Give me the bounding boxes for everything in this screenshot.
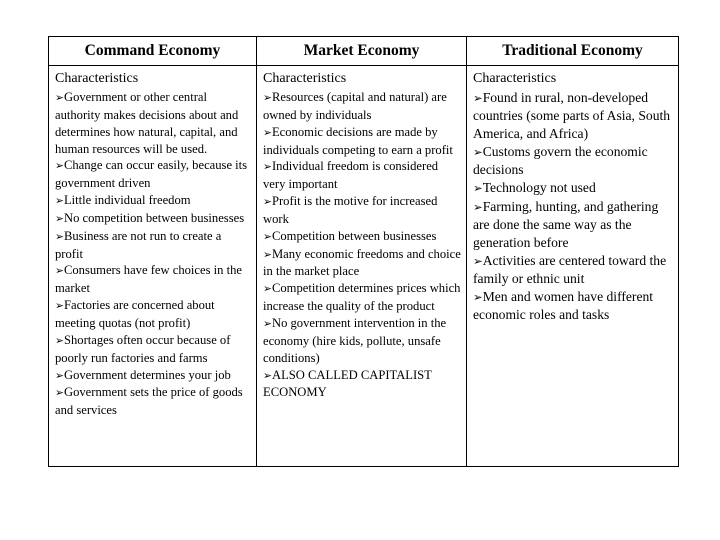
arrow-bullet-icon: ➢ [263,316,272,330]
arrow-bullet-icon: ➢ [473,290,483,305]
characteristic-item [55,192,251,210]
command-economy-header: Command Economy [49,37,257,66]
characteristic-text: Government determines your job [63,367,231,382]
characteristic-item [473,89,673,143]
header-row [49,37,679,66]
characteristic-text: Individual freedom is considered very important [263,159,439,192]
characteristic-text: Factories are concerned about meeting quotas (not profit) [55,298,215,330]
characteristic-item [55,262,251,297]
characteristic-item [55,332,251,367]
characteristic-item [55,89,251,157]
arrow-bullet-icon: ➢ [473,145,483,160]
characteristic-item [263,124,461,159]
characteristic-text: Competition determines prices which increase the quality of the product [263,281,461,314]
characteristic-text: Activities are centered toward the family or ethnic unit [473,252,667,286]
arrow-bullet-icon: ➢ [55,299,64,313]
economy-comparison-table [48,36,679,467]
characteristic-item [473,288,673,324]
arrow-bullet-icon: ➢ [263,229,272,243]
arrow-bullet-icon: ➢ [55,264,64,278]
characteristic-text: No competition between businesses [63,210,245,225]
arrow-bullet-icon: ➢ [55,159,64,173]
arrow-bullet-icon: ➢ [473,91,483,105]
arrow-bullet-icon: ➢ [263,91,272,104]
characteristic-item [263,193,461,228]
characteristic-item [263,158,461,193]
characteristic-text: Technology not used [482,180,596,196]
characteristic-item [473,179,673,197]
characteristics-heading: Characteristics [473,71,557,86]
characteristic-item [263,246,461,281]
command-characteristics-list [55,89,251,419]
characteristic-item [473,252,673,288]
characteristic-item [55,210,251,228]
characteristic-item [263,89,461,124]
traditional-characteristics-list [473,89,673,324]
command-economy-cell [49,66,257,467]
arrow-bullet-icon: ➢ [263,125,272,139]
market-characteristics-list [263,89,461,401]
arrow-bullet-icon: ➢ [55,194,64,208]
arrow-bullet-icon: ➢ [263,195,272,209]
arrow-bullet-icon: ➢ [55,211,64,225]
characteristics-row [49,66,679,467]
arrow-bullet-icon: ➢ [263,247,272,261]
characteristic-item [263,367,461,402]
market-economy-header: Market Economy [257,37,467,66]
characteristic-item [263,280,461,315]
arrow-bullet-icon: ➢ [55,386,64,400]
characteristic-item [263,315,461,367]
characteristic-item [473,198,673,252]
characteristic-text: Government sets the price of goods and services [55,385,243,418]
characteristic-item [55,228,251,263]
characteristic-text: Found in rural, non-developed countries (some parts of Asia, South America, and Africa) [473,90,671,142]
arrow-bullet-icon: ➢ [263,282,272,296]
characteristic-text: Competition between businesses [271,228,437,243]
arrow-bullet-icon: ➢ [473,253,483,268]
characteristic-text: Farming, hunting, and gathering are done the same way as the generation before [473,198,659,250]
arrow-bullet-icon: ➢ [55,333,64,347]
characteristic-text: No government intervention in the economy (hire kids, pollute, unsafe conditions) [263,315,447,365]
characteristic-text: Change can occur easily, because its government driven [55,158,248,191]
arrow-bullet-icon: ➢ [263,160,272,174]
characteristic-text: Shortages often occur because of poorly run factories and farms [55,332,231,365]
characteristic-text: Resources (capital and natural) are owned by individuals [263,90,447,122]
characteristic-text: Business are not run to create a profit [55,228,222,261]
characteristic-text: Customs govern the economic decisions [473,144,648,178]
arrow-bullet-icon: ➢ [55,229,64,243]
characteristic-text: ALSO CALLED CAPITALIST ECONOMY [263,367,432,400]
characteristic-text: Men and women have different economic roles and tasks [473,289,654,323]
characteristic-item [55,297,251,332]
characteristic-text: Economic decisions are made by individuals competing to earn a profit [263,124,453,157]
arrow-bullet-icon: ➢ [55,91,64,104]
characteristics-heading: Characteristics [263,71,347,86]
arrow-bullet-icon: ➢ [55,368,64,382]
characteristic-text: Government or other central authority makes decisions about and determines how natural, capital, and human resources will be used. [55,90,239,156]
characteristic-text: Little individual freedom [63,193,191,208]
characteristic-item [55,367,251,385]
characteristic-item [55,157,251,192]
arrow-bullet-icon: ➢ [473,181,483,196]
characteristics-heading: Characteristics [55,71,139,86]
characteristic-text: Profit is the motive for increased work [263,194,438,226]
traditional-economy-header: Traditional Economy [467,37,679,66]
traditional-economy-cell [467,66,679,467]
characteristic-item [473,143,673,179]
characteristic-item [55,384,251,419]
characteristic-text: Many economic freedoms and choice in the market place [263,246,461,279]
characteristic-item [263,228,461,246]
market-economy-cell [257,66,467,467]
characteristic-text: Consumers have few choices in the market [55,263,242,296]
arrow-bullet-icon: ➢ [263,368,272,382]
arrow-bullet-icon: ➢ [473,199,483,214]
